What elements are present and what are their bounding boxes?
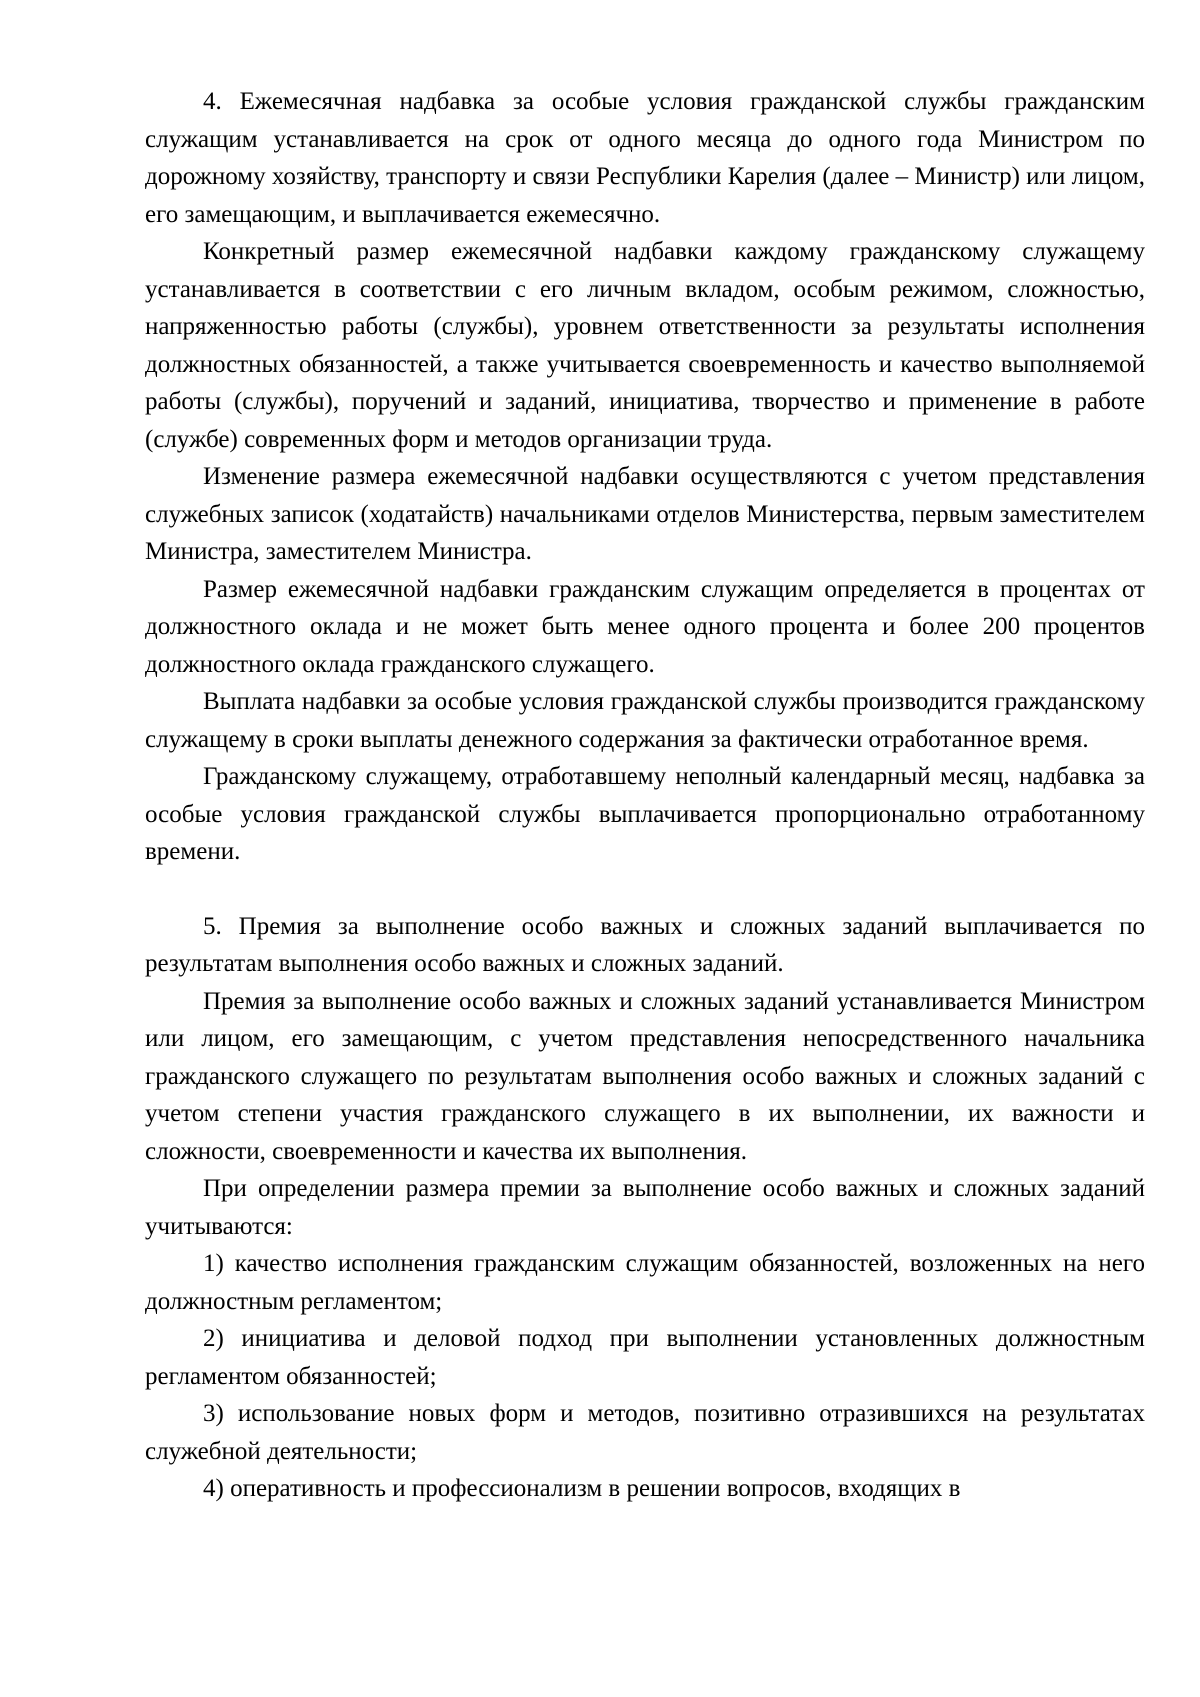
paragraph-section-5-intro: 5. Премия за выполнение особо важных и сложных заданий выплачивается по результатам выполнения особо важных и сложных заданий. [145, 912, 1145, 977]
paragraph-bonus-criteria-intro: При определении размера премии за выполнение особо важных и сложных заданий учитываются: [145, 1175, 1145, 1240]
paragraph-allowance-change: Изменение размера ежемесячной надбавки осуществляются с учетом представления служебных записок (ходатайств) начальниками отделов Министерства, первым заместителем Министра, заместителем Министра. [145, 463, 1145, 565]
paragraph-allowance-partial-month: Гражданскому служащему, отработавшему неполный календарный месяц, надбавка за особые условия гражданской службы выплачивается пропорционально отработанному времени. [145, 763, 1145, 865]
paragraph-allowance-payment: Выплата надбавки за особые условия гражданской службы производится гражданскому служащему в сроки выплаты денежного содержания за фактически отработанное время. [145, 688, 1145, 753]
paragraph-allowance-amount-criteria: Конкретный размер ежемесячной надбавки каждому гражданскому служащему устанавливается в соответствии с его личным вкладом, особым режимом, сложностью, напряженностью работы (службы), уровнем ответственности за результаты исполнения должностных обязанностей, а также учитывается своевременность и качество выполняемой работы (службы), поручений и заданий, инициатива, творчество и применение в работе (службе) современных форм и методов организации труда. [145, 238, 1145, 453]
list-item-criterion-1: 1) качество исполнения гражданским служащим обязанностей, возложенных на него должностным регламентом; [145, 1250, 1145, 1315]
paragraph-bonus-establishment: Премия за выполнение особо важных и сложных заданий устанавливается Министром или лицом, его замещающим, с учетом представления непосредственного начальника гражданского служащего по результатам выполнения особо важных и сложных заданий с учетом степени участия гражданского служащего в их выполнении, их важности и сложности, своевременности и качества их выполнения. [145, 987, 1145, 1165]
list-item-criterion-3: 3) использование новых форм и методов, позитивно отразившихся на результатах служебной деятельности; [145, 1400, 1145, 1465]
paragraph-allowance-percent: Размер ежемесячной надбавки гражданским служащим определяется в процентах от должностного оклада и не может быть менее одного процента и более 200 процентов должностного оклада гражданского служащего. [145, 575, 1145, 678]
list-item-criterion-4: 4) оперативность и профессионализм в решении вопросов, входящих в [203, 1475, 961, 1502]
paragraph-section-4-intro: 4. Ежемесячная надбавка за особые условия гражданской службы гражданским служащим устанавливается на срок от одного месяца до одного года Министром по дорожному хозяйству, транспорту и связи Республики Карелия (далее – Министр) или лицом, его замещающим, и выплачивается ежемесячно. [145, 88, 1145, 228]
list-item-criterion-2: 2) инициатива и деловой подход при выполнении установленных должностным регламентом обязанностей; [145, 1325, 1145, 1390]
